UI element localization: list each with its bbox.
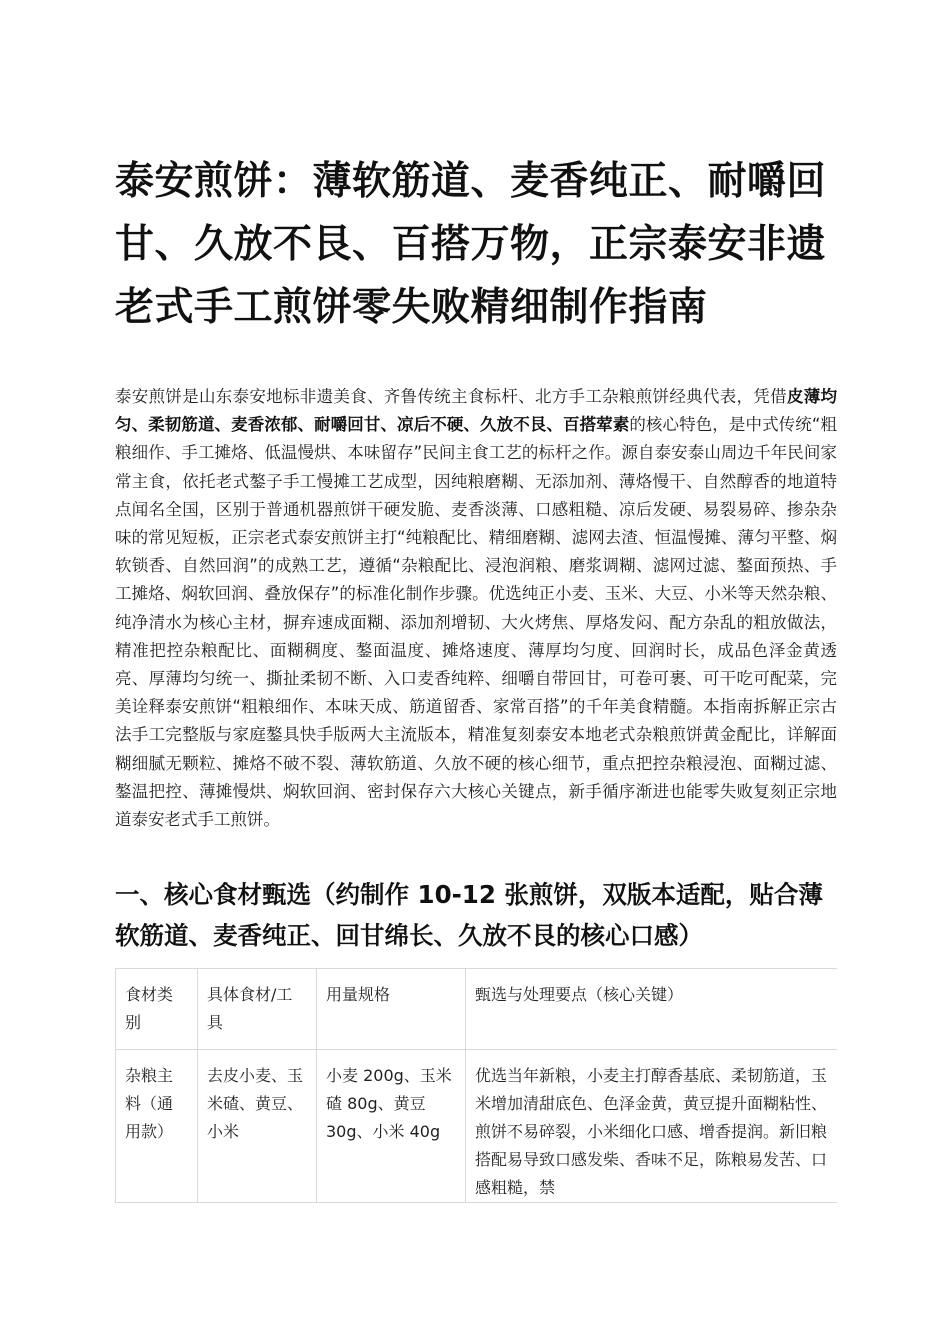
intro-paragraph: [115, 383, 837, 834]
table-cell: 杂粮主料（通用款）: [116, 1050, 198, 1204]
intro-highlight: 皮薄均匀、柔韧筋道、麦香浓郁、耐嚼回甘、凉后不硬、久放不艮、百搭荤素: [115, 387, 838, 435]
table-cell: 优选当年新粮，小麦主打醇香基底、柔韧筋道，玉米增加清甜底色、色泽金黄，黄豆提升面糊粘性、煎饼不易碎裂，小米细化口感、增香提润。新旧粮搭配易导致口感发柴、香味不足，陈粮易发苦、口感粗糙，禁: [466, 1050, 838, 1204]
ingredients-table: [115, 968, 837, 1203]
table-header-cell: 具体食材/工具: [198, 969, 317, 1050]
table-header-cell: 食材类别: [116, 969, 198, 1050]
table-row: [116, 1050, 838, 1204]
table-cell: 小麦 200g、玉米碴 80g、黄豆 30g、小米 40g: [317, 1050, 466, 1204]
table-header-cell: 用量规格: [317, 969, 466, 1050]
section-heading-ingredients: 一、核心食材甄选（约制作 10-12 张煎饼，双版本适配，贴合薄软筋道、麦香纯正、回甘绵长、久放不艮的核心口感）: [115, 880, 823, 951]
table-header-cell: 甄选与处理要点（核心关键）: [466, 969, 838, 1050]
intro-lead: 泰安煎饼是山东泰安地标非遗美食、齐鲁传统主食标杆、北方手工杂粮煎饼经典代表，凭借: [115, 387, 787, 406]
table-cell: 去皮小麦、玉米碴、黄豆、小米: [198, 1050, 317, 1204]
article-title: 泰安煎饼：薄软筋道、麦香纯正、耐嚼回甘、久放不艮、百搭万物，正宗泰安非遗老式手工煎饼零失败精细制作指南: [115, 159, 827, 330]
table-header-row: [116, 969, 838, 1050]
intro-rest: 的核心特色，是中式传统“粗粮细作、手工摊烙、低温慢烘、本味留存”民间主食工艺的标杆之作。源自泰安泰山周边千年民间家常主食，依托老式鏊子手工慢摊工艺成型，因纯粮磨糊、无添加剂、薄烙慢干、自然醇香的地道特点闻名全国，区别于普通机器煎饼干硬发脆、麦香淡薄、口感粗糙、凉后发硬、易裂易碎、掺杂杂味的常见短板，正宗老式泰安煎饼主打“纯粮配比、精细磨糊、滤网去渣、恒温慢摊、薄匀平整、焖软锁香、自然回润”的成熟工艺，遵循“杂粮配比、浸泡润粮、磨浆调糊、滤网过滤、鏊面预热、手工摊烙、焖软回润、叠放保存”的标准化制作步骤。优选纯正小麦、玉米、大豆、小米等天然杂粮、纯净清水为核心主材，摒弃速成面糊、添加剂增韧、大火烤焦、厚烙发闷、配方杂乱的粗放做法，精准把控杂粮配比、面糊稠度、鏊面温度、摊烙速度、薄厚均匀度、回润时长，成品色泽金黄透亮、厚薄均匀统一、撕扯柔韧不断、入口麦香纯粹、细嚼自带回甘，可卷可裹、可干吃可配菜，完美诠释泰安煎饼“粗粮细作、本味天成、筋道留香、家常百搭”的千年美食精髓。本指南拆解正宗古法手工完整版与家庭鏊具快手版两大主流版本，精准复刻泰安本地老式杂粮煎饼黄金配比，详解面糊细腻无颗粒、摊烙不破不裂、薄软筋道、久放不硬的核心细节，重点把控杂粮浸泡、面糊过滤、鏊温把控、薄摊慢烘、焖软回润、密封保存六大核心关键点，新手循序渐进也能零失败复刻正宗地道泰安老式手工煎饼。: [115, 415, 837, 830]
ingredients-table-wrapper: [115, 968, 837, 1203]
document-page: [115, 150, 837, 1203]
